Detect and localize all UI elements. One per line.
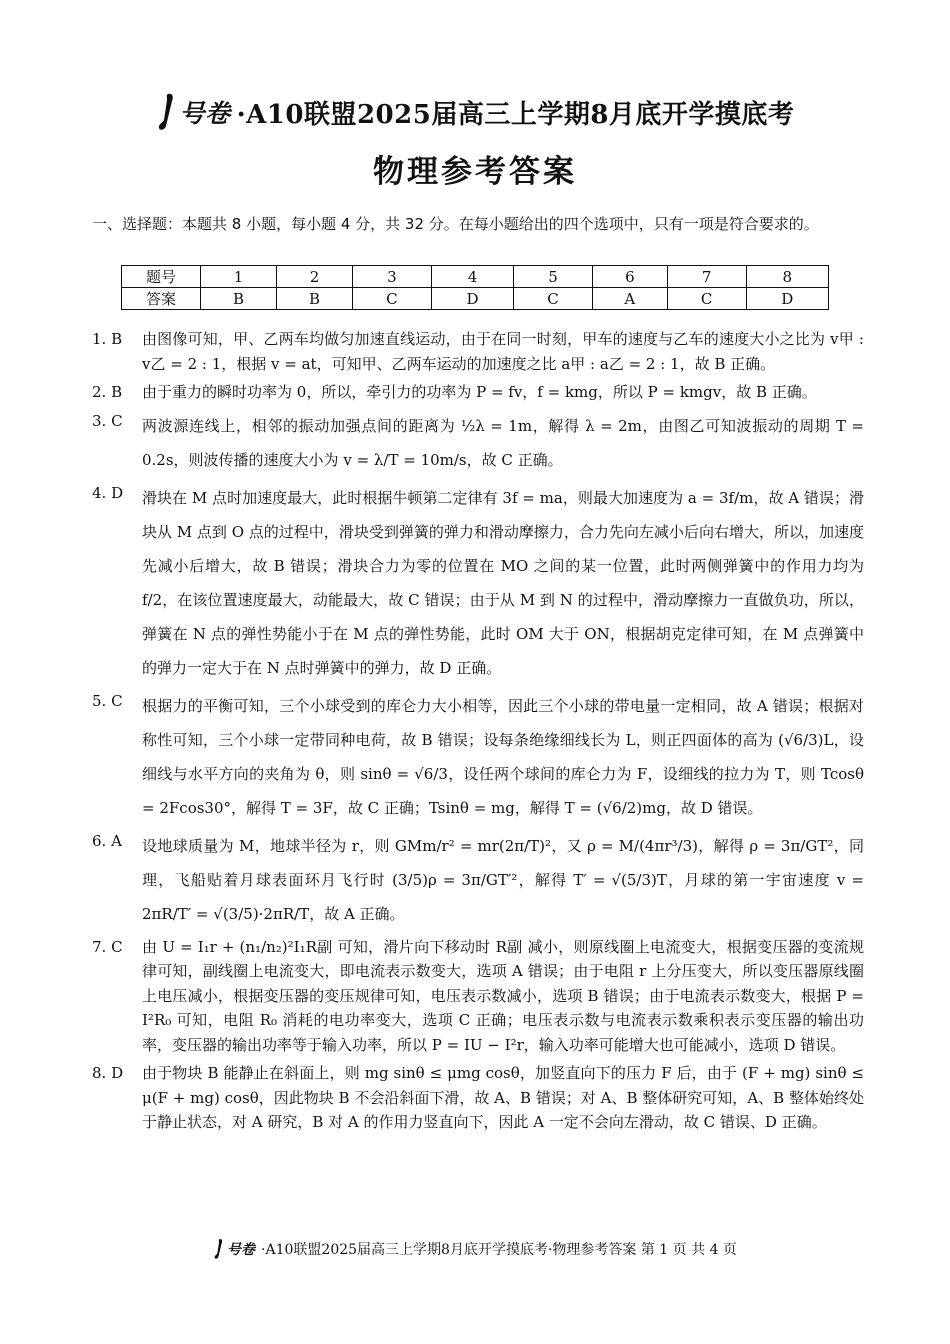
explanation-item [92, 689, 864, 825]
page-footer [0, 1238, 950, 1260]
row-label-answer: 答案 [122, 288, 201, 310]
document-title: ·A10联盟2025届高三上学期8月底开学摸底考 [236, 99, 795, 130]
table-cell: A [592, 288, 667, 310]
brand-logo [156, 92, 231, 132]
explanation-item [92, 409, 864, 477]
item-text: 滑块在 M 点时加速度最大，此时根据牛顿第二定律有 3f = ma，则最大加速度为 a = 3f/m，故 A 错误；滑块从 M 点到 O 点的过程中，滑块受到弹簧的弹力和滑动摩擦力，合力先向左减小后向右增大，所以，加速度先减小后增大，故 B 错误；滑块合力为零的位置在 MO 之间的某一位置，此时两侧弹簧中的作用力均为 f/2，在该位置速度最大，动能最大，故 C 错误；由于从 M 到 N 的过程中，滑动摩擦力一直做负功，所以，弹簧在 N 点的弹性势能小于在 M 点的弹性势能，此时 OM 大于 ON，根据胡克定律可知，在 M 点弹簧中的弹力一定大于在 N 点时弹簧中的弹力，故 D 正确。 [142, 488, 864, 677]
item-text: 由 U = I₁r + (n₁/n₂)²I₁R副 可知，滑片向下移动时 R副 减小，则原线圈上电流变大，根据变压器的变流规律可知，副线圈上电流变大，即电流表示数变大，选项 A 错误；由于电阻 r 上分压变大，所以变压器原线圈上电压减小，根据变压器的变压规律可知，电压表示数减小，选项 B 错误；由于电流表示数变大，根据 P = I²R₀ 可知，电阻 R₀ 消耗的电功率变大，选项 C 正确；电压表示数与电流表示数乘积表示变压器的输出功率，变压器的输出功率等于输入功率，所以 P = IU − I²r，输入功率可能增大也可能减小，选项 D 错误。 [142, 937, 864, 1054]
item-text: 由图像可知，甲、乙两车均做匀加速直线运动，由于在同一时刻，甲车的速度与乙车的速度大小之比为 v甲 : v乙 = 2 : 1，根据 v = at，可知甲、乙两车运动的加速度之比 a甲 : a乙 = 2 : 1，故 B 正确。 [142, 330, 864, 373]
table-cell: 6 [592, 266, 667, 288]
footer-logo [213, 1238, 255, 1260]
table-cell: C [667, 288, 746, 310]
table-row-numbers [122, 266, 829, 288]
explanation-item [92, 380, 864, 405]
item-number: 7. C [92, 937, 123, 956]
row-label-number: 题号 [122, 266, 201, 288]
item-number: 8. D [92, 1064, 124, 1082]
table-cell: D [746, 288, 828, 310]
logo-text: 号卷 [179, 99, 231, 128]
item-number: 5. C [92, 691, 123, 710]
table-cell: B [276, 288, 352, 310]
document-header [0, 92, 950, 191]
table-cell: 8 [746, 266, 828, 288]
explanation-item [92, 935, 864, 1058]
table-cell: 1 [201, 266, 277, 288]
section-heading: 一、选择题：本题共 8 小题，每小题 4 分，共 32 分。在每小题给出的四个选项中，只有一项是符合要求的。 [92, 215, 819, 233]
item-text: 由于重力的瞬时功率为 0，所以，牵引力的功率为 P = fv，f = kmg，所以 P = kmgv，故 B 正确。 [142, 383, 817, 401]
title-line [0, 92, 950, 132]
table-cell: C [352, 288, 431, 310]
table-row-answers [122, 288, 829, 310]
explanation-item [92, 829, 864, 931]
explanation-item [92, 481, 864, 685]
item-number: 3. C [92, 411, 123, 430]
item-text: 根据力的平衡可知，三个小球受到的库仑力大小相等，因此三个小球的带电量一定相同，故 A 错误；根据对称性可知，三个小球一定带同种电荷，故 B 错误；设每条绝缘细线长为 L，则正四面体的高为 (√6/3)L，设细线与水平方向的夹角为 θ，则 sinθ = √6/3，设任两个球间的库仑力为 F，设细线的拉力为 T，则 Tcosθ = 2Fcos30°，解得 T = 3F，故 C 正确；Tsinθ = mg，解得 T = (√6/2)mg，故 D 错误。 [142, 696, 864, 817]
table-cell: D [431, 288, 513, 310]
item-number: 2. B [92, 383, 123, 401]
item-text: 由于物块 B 能静止在斜面上，则 mg sinθ ≤ μmg cosθ，加竖直向下的压力 F 后，由于 (F + mg) sinθ ≤ μ(F + mg) cosθ，因此物块 B 不会沿斜面下滑，故 A、B 错误；对 A、B 整体研究可知，A、B 整体始终处于静止状态，对 A 研究，B 对 A 的作用力竖直向下，因此 A 一定不会向左滑动，故 C 错误、D 正确。 [142, 1064, 864, 1131]
table-cell: 7 [667, 266, 746, 288]
brush-stroke-icon [156, 92, 178, 132]
item-text: 两波源连线上，相邻的振动加强点间的距离为 ½λ = 1m，解得 λ = 2m，由图乙可知波振动的周期 T = 0.2s，则波传播的速度大小为 v = λ/T = 10m/s，故 C 正确。 [142, 416, 864, 469]
explanation-list [92, 327, 864, 1139]
brush-stroke-icon [213, 1238, 225, 1260]
table-cell: 5 [514, 266, 593, 288]
explanation-item [92, 327, 864, 376]
document-subtitle: 物理参考答案 [373, 154, 577, 190]
answer-table [121, 265, 829, 310]
item-number: 6. A [92, 831, 122, 850]
table-cell: C [514, 288, 593, 310]
footer-text: ·A10联盟2025届高三上学期8月底开学摸底考·物理参考答案 第 1 页 共 4 页 [261, 1242, 737, 1258]
item-text: 设地球质量为 M，地球半径为 r，则 GMm/r² = mr(2π/T)²，又 ρ = M/(4πr³/3)，解得 ρ = 3π/GT²，同理，飞船贴着月球表面环月飞行时 (3/5)ρ = 3π/GT′²，解得 T′ = √(5/3)T，月球的第一宇宙速度 v = 2πR/T′ = √(3/5)·2πR/T，故 A 正确。 [142, 836, 864, 923]
item-number: 1. B [92, 330, 123, 348]
table-cell: 2 [276, 266, 352, 288]
explanation-item [92, 1061, 864, 1135]
table-cell: B [201, 288, 277, 310]
item-number: 4. D [92, 483, 124, 502]
table-cell: 4 [431, 266, 513, 288]
footer-logo-text: 号卷 [227, 1242, 256, 1258]
table-cell: 3 [352, 266, 431, 288]
